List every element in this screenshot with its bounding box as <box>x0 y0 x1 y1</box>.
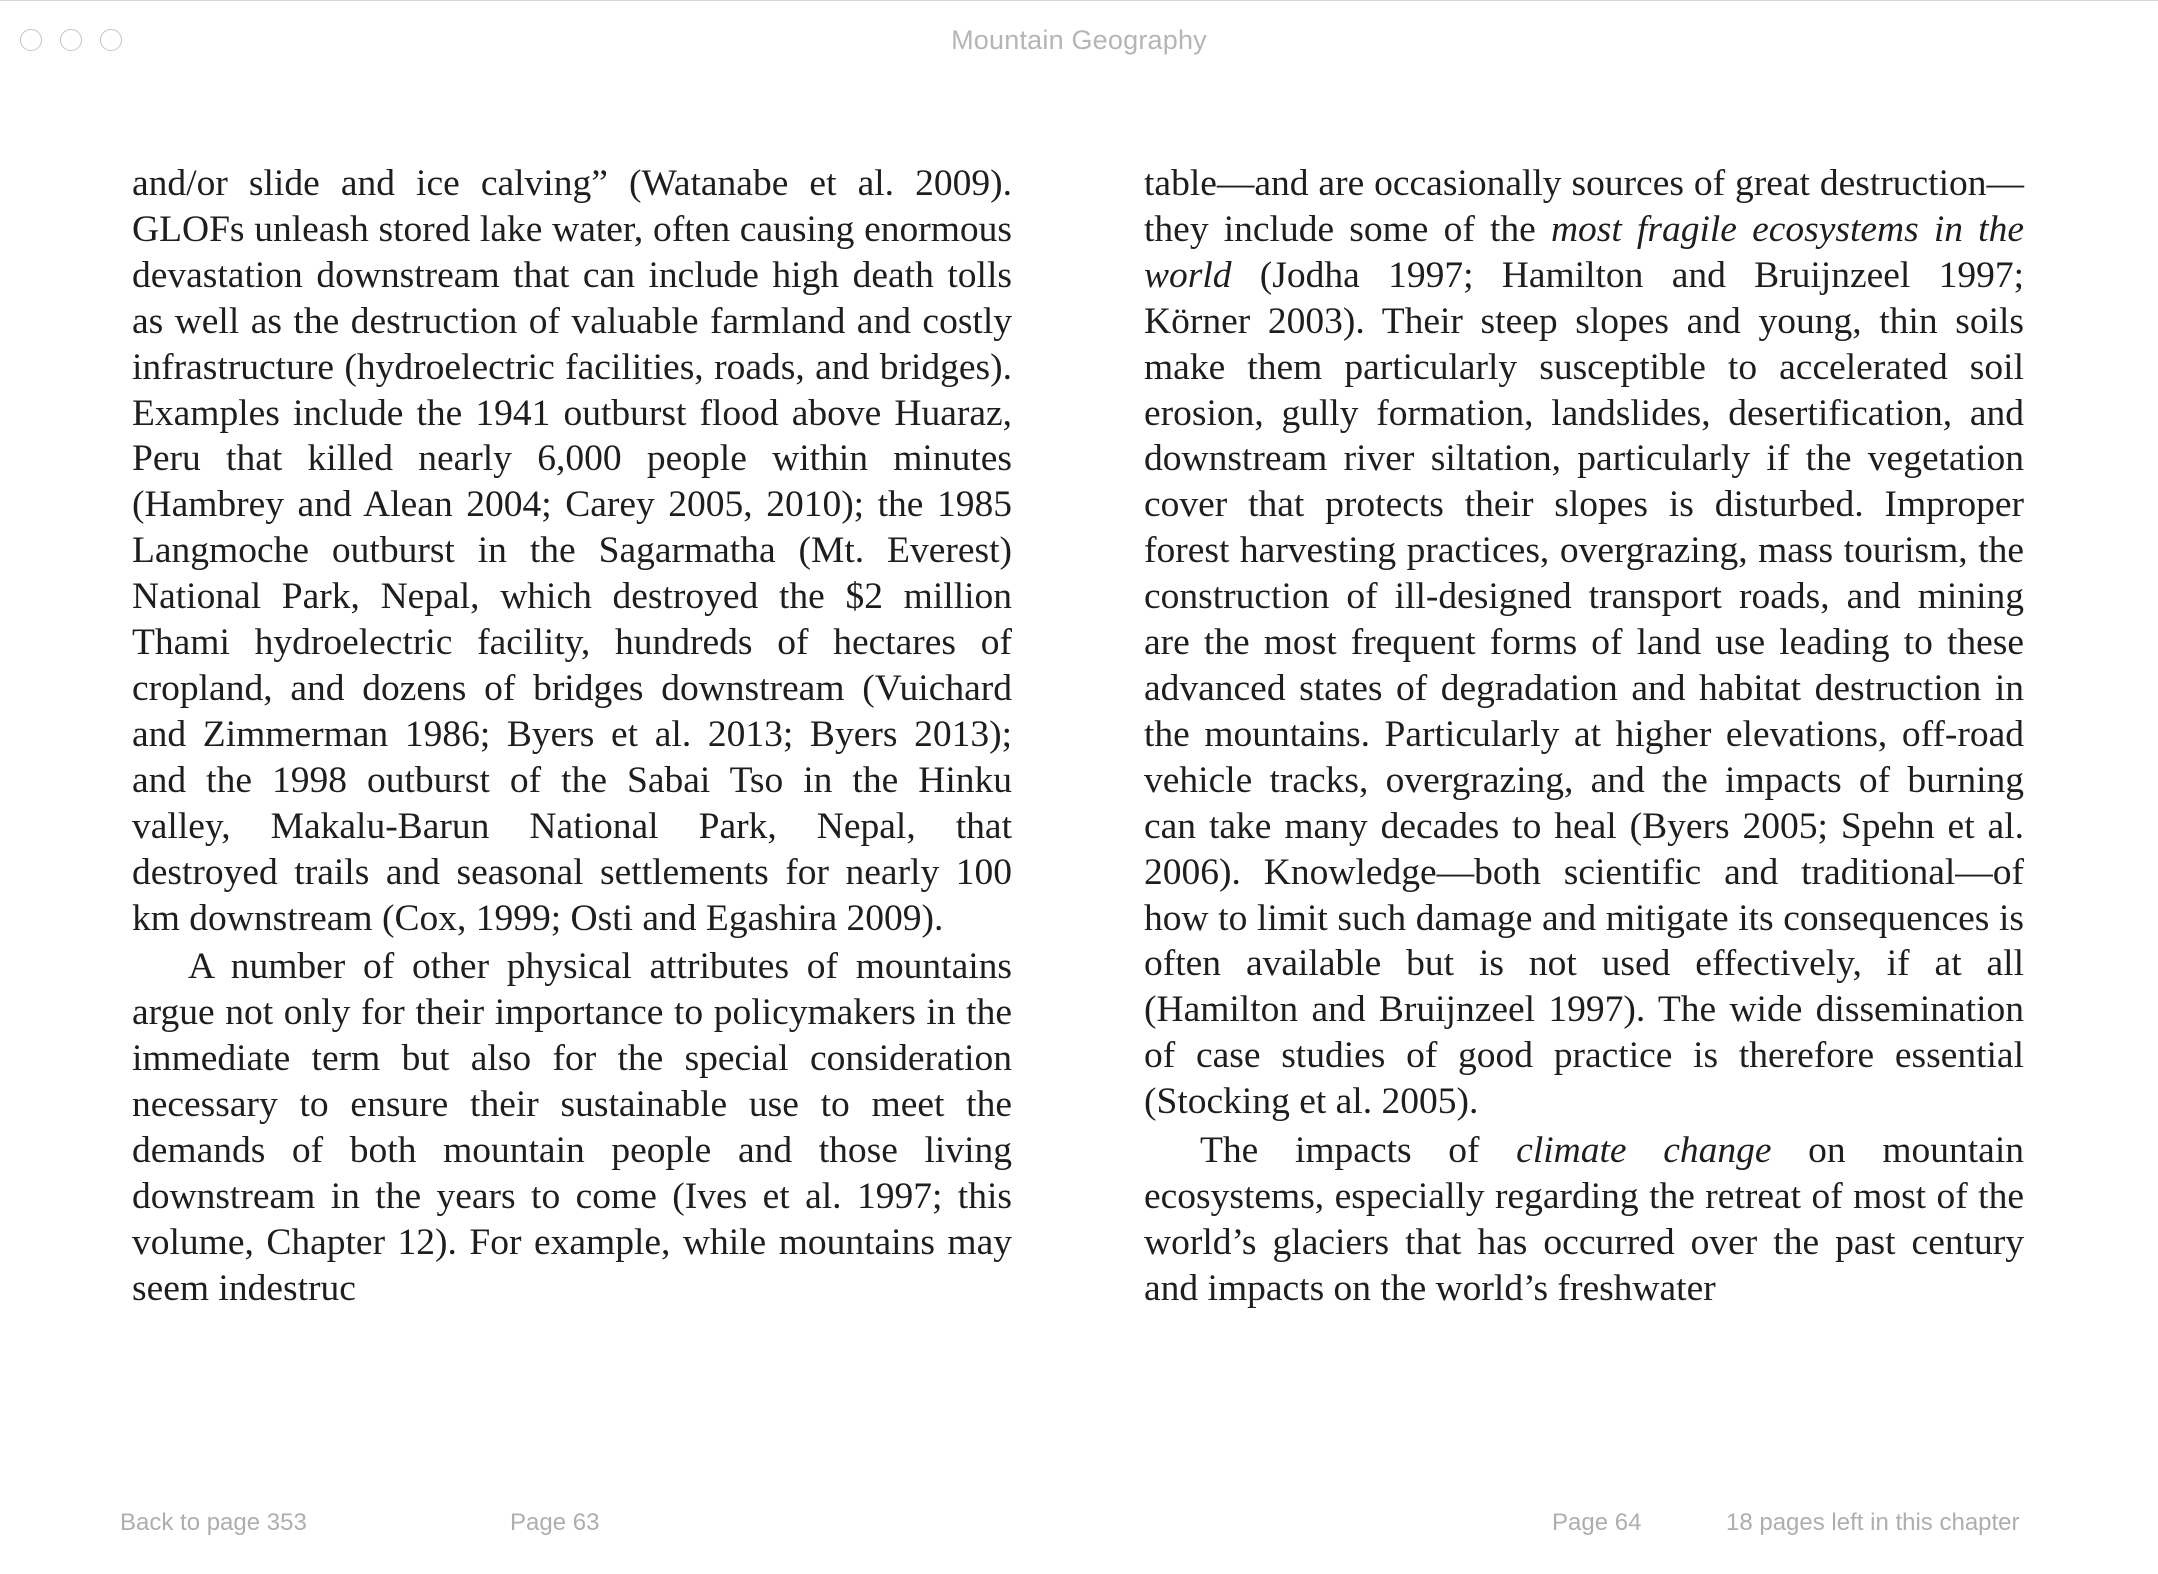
pages-left-in-chapter: 18 pages left in this chapter <box>1726 1509 2020 1536</box>
back-to-page-link[interactable]: Back to page 353 <box>120 1509 307 1536</box>
right-page <box>1144 161 2024 1315</box>
window-title: Mountain Geography <box>951 25 1207 55</box>
right-page-paragraph <box>1144 1128 2024 1312</box>
left-page-paragraph: A number of other physical attributes of mountains argue not only for their importance to policymakers in the immediate term but also for the special consideration necessary to ensure their sustainable use to meet the demands of both mountain people and those living downstream in the years to come (Ives et al. 1997; this volume, Chapter 12). For example, while mountains may seem indestruc <box>132 946 1012 1309</box>
title-bar[interactable] <box>0 1 2158 81</box>
italic-text-run: climate change <box>1516 1130 1772 1172</box>
left-page <box>132 161 1012 1315</box>
text-run: table—and are occasionally sources of great destruction—they include some of the <box>1144 163 2024 250</box>
right-page-paragraph <box>1144 161 2024 1125</box>
text-run: (Jodha 1997; Hamilton and Bruijnzeel 1997; Körner 2003). Their steep slopes and young, thin soils make them particularly susceptible to accelerated soil erosion, gully formation, landslides, desertification, and downstream river siltation, particularly if the vegetation cover that protects their slopes is disturbed. Improper forest harvesting practices, overgrazing, mass tourism, the construction of ill-designed transport roads, and mining are the most frequent forms of land use leading to these advanced states of degradation and habitat destruction in the mountains. Particularly at higher elevations, off-road vehicle tracks, overgrazing, and the impacts of burning can take many decades to heal (Byers 2005; Spehn et al. 2006). Knowledge—both scientific and traditional—of how to limit such damage and mitigate its consequences is often available but is not used effectively, if at all (Hamilton and Bruijnzeel 1997). The wide dissemination of case studies of good practice is therefore essential (Stocking et al. 2005). <box>1144 254 2024 1123</box>
right-page-number: Page 64 <box>1552 1509 1642 1536</box>
left-page-paragraph: and/or slide and ice calving” (Watanabe et al. 2009). GLOFs unleash stored lake water, often causing enormous devastation downstream that can include high death tolls as well as the destruction of valuable farmland and costly infrastructure (hydroelectric facilities, roads, and bridges). Examples include the 1941 outburst flood above Huaraz, Peru that killed nearly 6,000 people within minutes (Hambrey and Alean 2004; Carey 2005, 2010); the 1985 Langmoche outburst in the Sagarmatha (Mt. Everest) National Park, Nepal, which destroyed the $2 million Thami hydroelectric facility, hundreds of hectares of cropland, and dozens of bridges downstream (Vuichard and Zimmerman 1986; Byers et al. 2013; Byers 2013); and the 1998 outburst of the Sabai Tso in the Hinku valley, Makalu-Barun National Park, Nepal, that destroyed trails and seasonal settlements for nearly 100 km downstream (Cox, 1999; Osti and Egashira 2009). <box>132 163 1012 939</box>
left-page-number: Page 63 <box>510 1509 600 1536</box>
text-run: The impacts of <box>1200 1130 1517 1172</box>
italic-text-run: most fragile ecosystems in the world <box>1144 208 2024 296</box>
text-run: on mountain ecosystems, especially regarding the retreat of most of the world’s glaciers that has occurred over the past century and impacts on the world’s freshwater <box>1144 1130 2024 1309</box>
